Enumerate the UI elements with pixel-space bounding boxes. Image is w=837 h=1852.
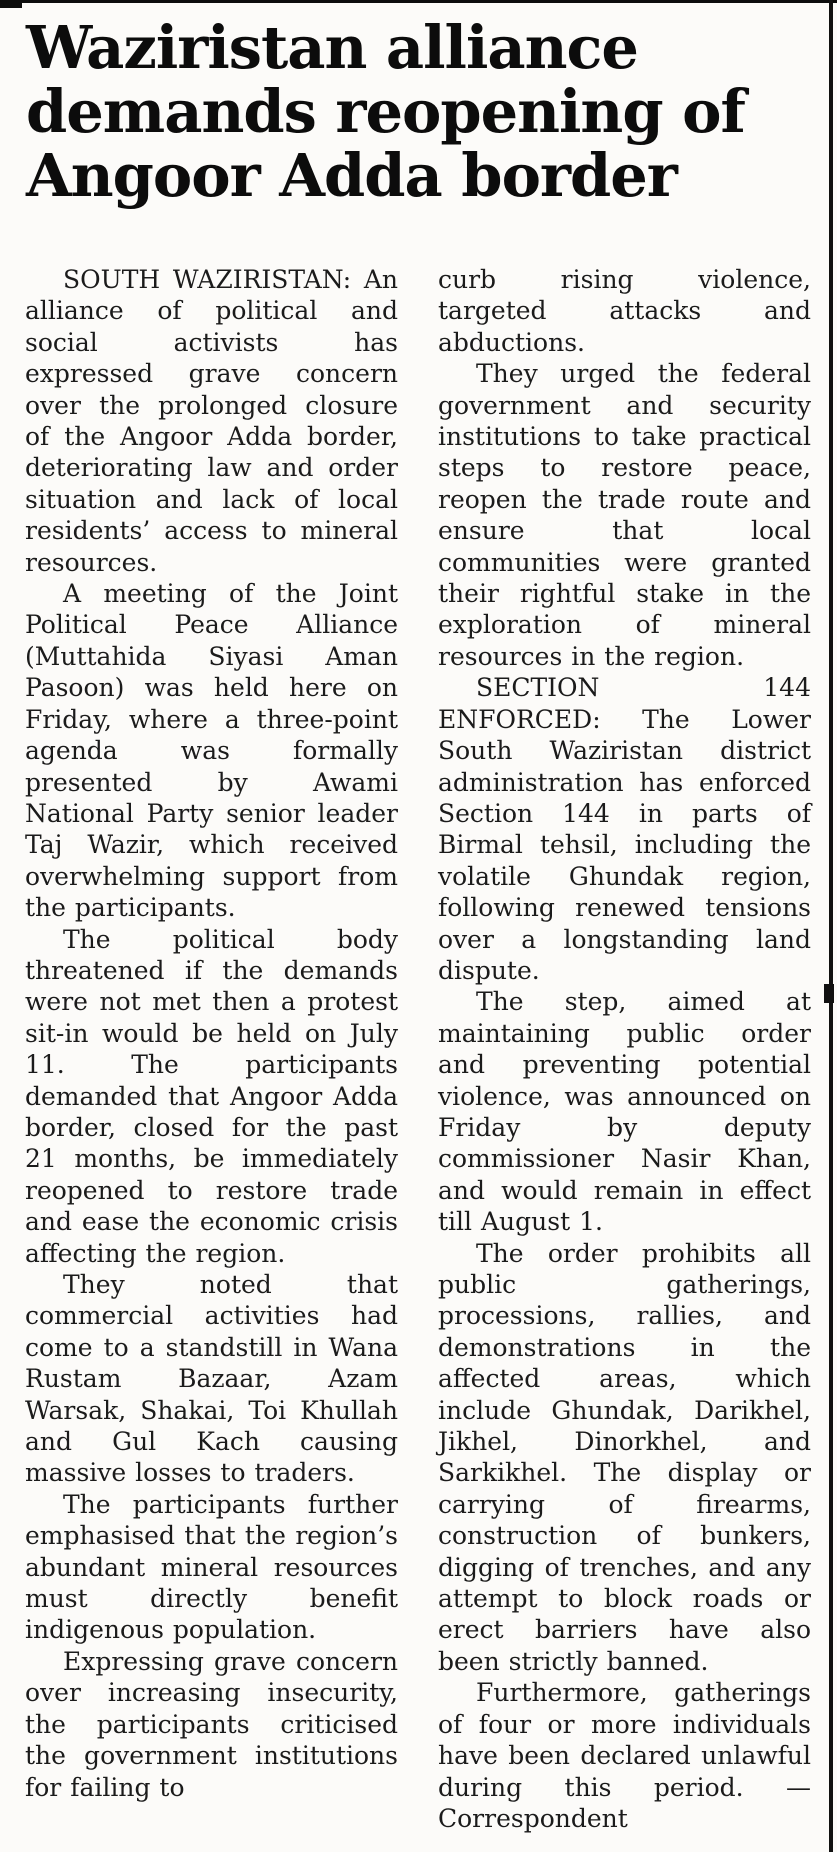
- article-headline: Waziristan alliance demands reopening of Angoor Adda border: [26, 13, 745, 210]
- article-body: [25, 264, 811, 1834]
- paragraph: The political body threatened if the demands were not met then a protest sit-in would be held on July 11. The participants demanded that Angoor Adda border, closed for the past 21 months, be immediately reopened to restore trade and ease the economic crisis affecting the region.: [25, 924, 398, 1268]
- right-rule-scan-mark: [824, 984, 834, 1003]
- paragraph: The participants further emphasised that the region’s abundant mineral resources must directly benefit indigenous population.: [25, 1489, 398, 1645]
- paragraph: They noted that commercial activities had come to a standstill in Wana Rustam Bazaar, Azam Warsak, Shakai, Toi Khullah and Gul Kach causing massive losses to traders.: [25, 1270, 398, 1488]
- paragraph: A meeting of the Joint Political Peace Alliance (Muttahida Siyasi Aman Pasoon) was held here on Friday, where a three-point agenda was formally presented by Awami National Party senior leader Taj Wazir, which received overwhelming support from the participants.: [25, 579, 398, 923]
- article-column-right: [438, 264, 811, 1834]
- paragraph: The order prohibits all public gatherings, processions, rallies, and demonstrations in the affected areas, which include Ghundak, Darikhel, Jikhel, Dinorkhel, and Sarkikhel. The display or carrying of firearms, construction of bunkers, digging of trenches, and any attempt to block roads or erect barriers have also been strictly banned.: [438, 1238, 811, 1676]
- paragraph-dateline-lead: SOUTH WAZIRISTAN: An alliance of political and social activists has expressed grave concern over the prolonged closure of the Angoor Adda border, deteriorating law and order situation and lack of local residents’ access to mineral resources.: [25, 265, 398, 577]
- paragraph: Expressing grave concern over increasing insecurity, the participants criticised the government institutions for failing to: [25, 1646, 398, 1802]
- paragraph-continued: curb rising violence, targeted attacks and abductions.: [438, 265, 811, 357]
- paragraph: They urged the federal government and security institutions to take practical steps to restore peace, reopen the trade route and ensure that local communities were granted their rightful stake in the exploration of mineral resources in the region.: [438, 359, 811, 671]
- right-column-rule: [829, 0, 833, 1852]
- article-column-left: [25, 264, 398, 1834]
- top-edge-rule: [0, 0, 837, 3]
- top-left-scan-mark: [0, 0, 22, 8]
- paragraph: The step, aimed at maintaining public order and preventing potential violence, was announced on Friday by deputy commissioner Nasir Khan, and would remain in effect till August 1.: [438, 987, 811, 1237]
- paragraph-signoff: Furthermore, gatherings of four or more individuals have been declared unlawful during this period. — Correspondent: [438, 1678, 811, 1833]
- paragraph-section-144: SECTION 144 ENFORCED: The Lower South Waziristan district administration has enforced Section 144 in parts of Birmal tehsil, including the volatile Ghundak region, following renewed tensions over a longstanding land dispute.: [438, 673, 811, 985]
